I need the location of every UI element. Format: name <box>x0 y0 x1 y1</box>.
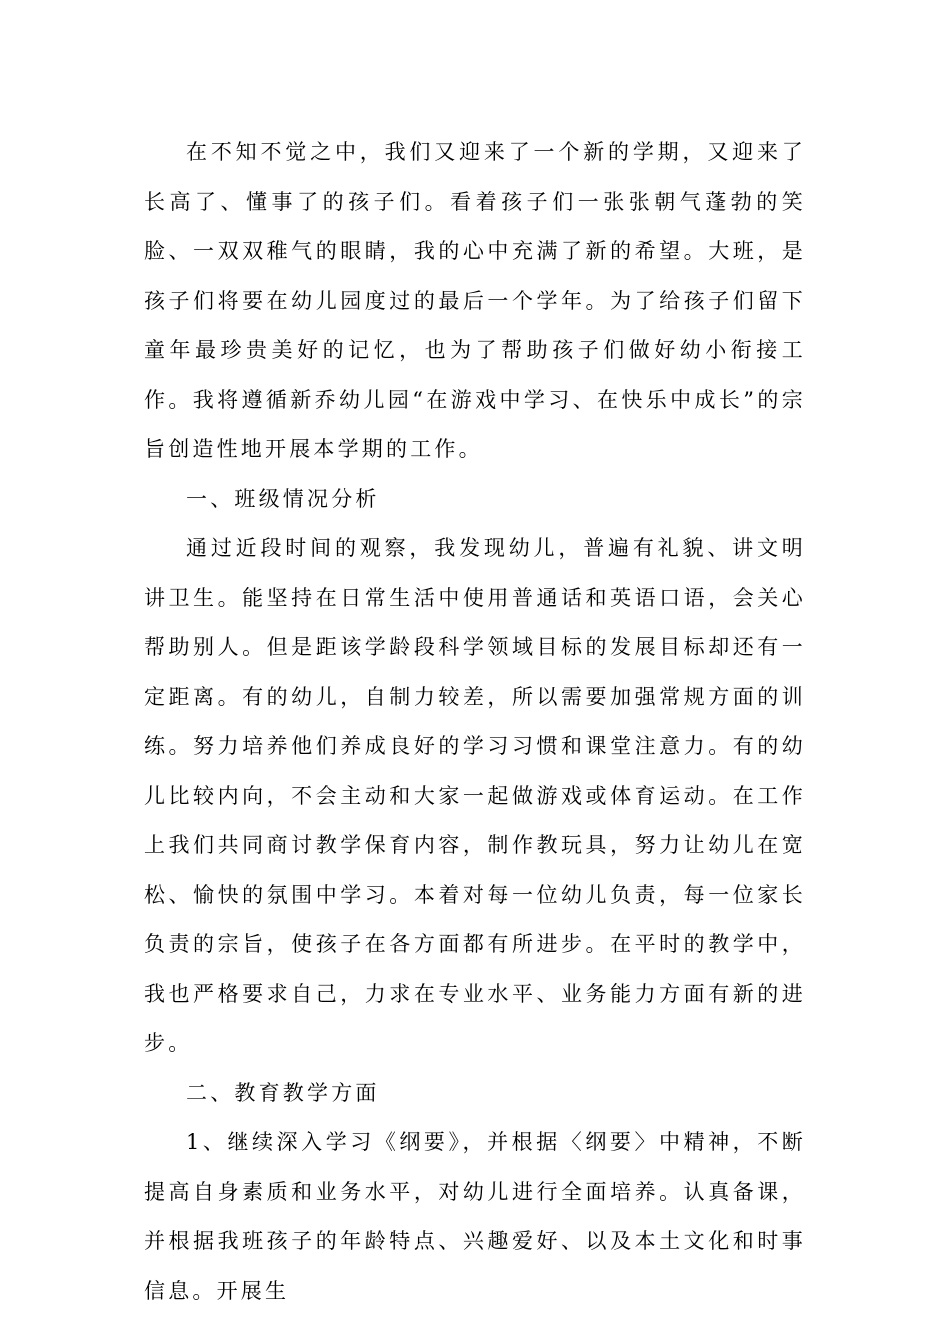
document-page <box>144 128 806 1316</box>
teaching-paragraph-1: 1、继续深入学习《纲要》，并根据〈纲要〉中精神，不断提高自身素质和业务水平，对幼儿进行全面培养。认真备课，并根据我班孩子的年龄特点、兴趣爱好、以及本土文化和时事信息。开展生 <box>144 1130 806 1303</box>
class-analysis-paragraph: 通过近段时间的观察，我发现幼儿，普遍有礼貌、讲文明讲卫生。能坚持在日常生活中使用普通话和英语口语，会关心帮助别人。但是距该学龄段科学领域目标的发展目标却还有一定距离。有的幼儿，自制力较差，所以需要加强常规方面的训练。努力培养他们养成良好的学习习惯和课堂注意力。有的幼儿比较内向，不会主动和大家一起做游戏或体育运动。在工作上我们共同商讨教学保育内容，制作教玩具，努力让幼儿在宽松、愉快的氛围中学习。本着对每一位幼儿负责，每一位家长负责的宗旨，使孩子在各方面都有所进步。在平时的教学中，我也严格要求自己，力求在专业水平、业务能力方面有新的进步。 <box>144 536 806 1055</box>
section-heading-teaching: 二、教育教学方面 <box>186 1080 380 1105</box>
section-heading-class-analysis: 一、班级情况分析 <box>186 486 380 511</box>
intro-paragraph: 在不知不觉之中，我们又迎来了一个新的学期，又迎来了长高了、懂事了的孩子们。看着孩子们一张张朝气蓬勃的笑脸、一双双稚气的眼睛，我的心中充满了新的希望。大班，是孩子们将要在幼儿园度过的最后一个学年。为了给孩子们留下童年最珍贵美好的记忆，也为了帮助孩子们做好幼小衔接工作。我将遵循新乔幼儿园“在游戏中学习、在快乐中成长”的宗旨创造性地开展本学期的工作。 <box>144 140 806 461</box>
